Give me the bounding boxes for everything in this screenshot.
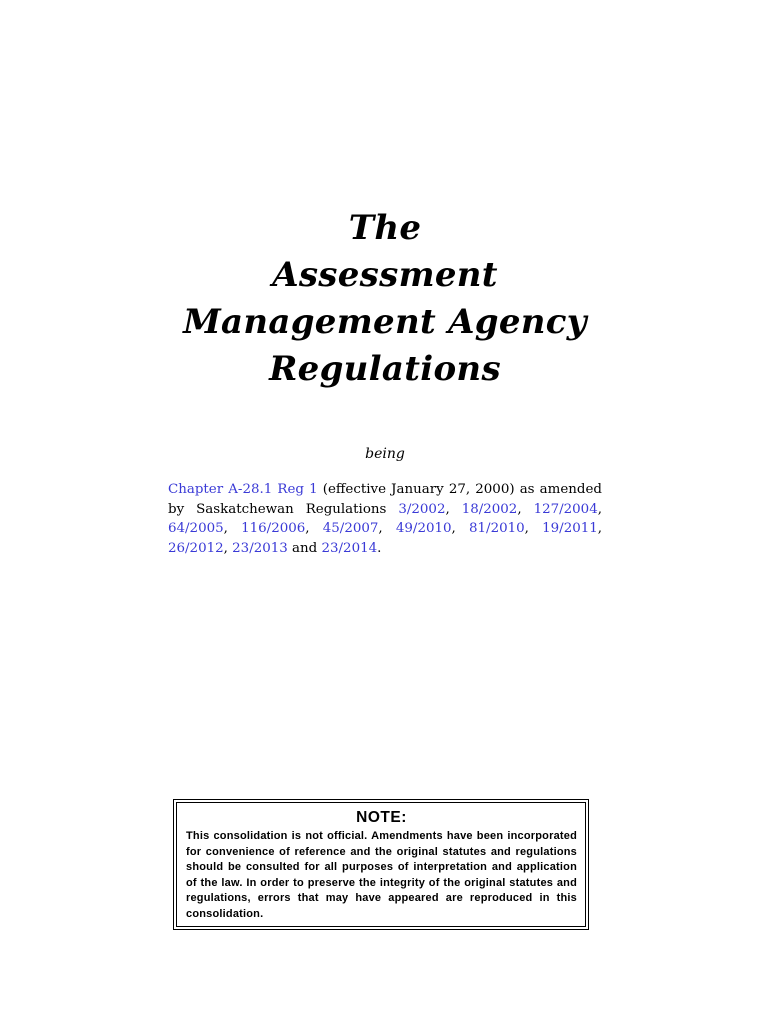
- amendment-link[interactable]: 116/2006: [241, 521, 306, 536]
- document-title: [0, 205, 770, 393]
- note-heading: NOTE:: [356, 809, 407, 826]
- title-line: The: [348, 208, 422, 248]
- citation-paragraph: [168, 480, 602, 558]
- amendment-link[interactable]: 3/2002: [398, 501, 446, 517]
- amendment-link[interactable]: 19/2011: [542, 521, 598, 536]
- note-inner-frame: [176, 802, 586, 927]
- chapter-link[interactable]: Chapter A-28.1 Reg 1: [168, 482, 318, 497]
- amendment-link[interactable]: 23/2014: [321, 540, 378, 556]
- amendment-link[interactable]: 23/2013: [232, 540, 288, 556]
- amendment-link[interactable]: 45/2007: [322, 521, 379, 536]
- being-label: being: [365, 446, 405, 462]
- amendment-link[interactable]: 81/2010: [469, 521, 525, 536]
- amendment-list: 3/2002, 18/2002, 127/2004, 64/2005, 116/2006, 45/2007, 49/2010, 81/2010, 19/2011, 26/2012, 23/2013 and 23/2014: [168, 501, 603, 556]
- note-box: [173, 799, 589, 930]
- title-line: Management Agency: [183, 302, 587, 342]
- citation-end: .: [377, 540, 382, 556]
- citation-text: (effective January 27, 2000) as amended by Saskatchewan Regulations: [168, 482, 602, 517]
- amendment-link[interactable]: 18/2002: [461, 501, 518, 517]
- note-body: This consolidation is not official. Amendments have been incorporated for convenience of reference and the original statutes and regulations should be consulted for all purposes of interpretation and application of the law. In order to preserve the integrity of the original statutes and regulations, errors that may have appeared are reproduced in this consolidation.: [186, 830, 577, 920]
- title-line: Regulations: [269, 349, 501, 389]
- amendment-link[interactable]: 26/2012: [168, 540, 224, 556]
- title-line: Assessment: [272, 255, 498, 295]
- amendment-link[interactable]: 127/2004: [533, 501, 598, 517]
- amendment-link[interactable]: 64/2005: [168, 521, 224, 536]
- amendment-link[interactable]: 49/2010: [395, 521, 452, 536]
